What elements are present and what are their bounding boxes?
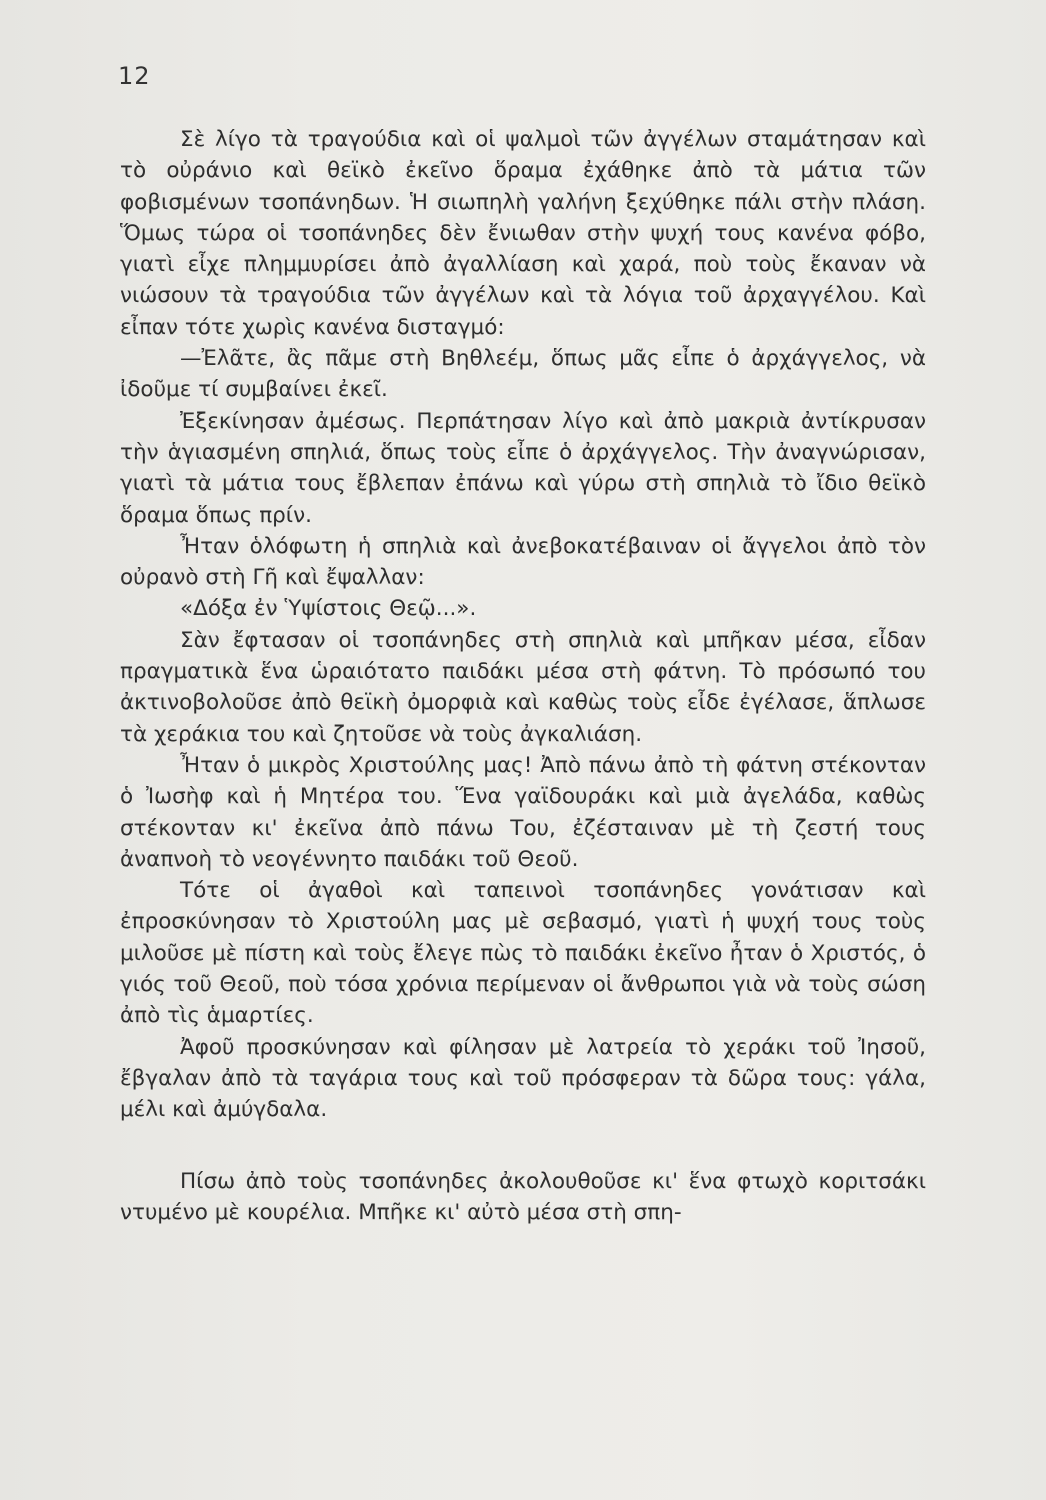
paragraph-3: Ἐξεκίνησαν ἀμέσως. Περπάτησαν λίγο καὶ ἀπὸ μακριὰ ἀντίκρυσαν τὴν ἁγιασμένη σπηλιά, ὅπως τοὺς εἶπε ὁ ἀρχάγγελος. Τὴν ἀναγνώρισαν, γιατὶ τὰ μάτια τους ἔβλεπαν ἐπάνω καὶ γύρω στὴ σπηλιὰ τὸ ἴδιο θεϊκὸ ὅραμα ὅπως πρίν. <box>120 408 926 528</box>
paragraph-6: Σὰν ἔφτασαν οἱ τσοπάνηδες στὴ σπηλιὰ καὶ μπῆκαν μέσα, εἶδαν πραγματικὰ ἕνα ὡραιότατο παιδάκι μέσα στὴ φάτνη. Τὸ πρόσωπό του ἀκτινοβολοῦσε ἀπὸ θεϊκὴ ὀμορφιὰ καὶ καθὼς τοὺς εἶδε ἐγέλασε, ἅπλωσε τὰ χεράκια του καὶ ζητοῦσε νὰ τοὺς ἀγκαλιάση. <box>120 627 926 747</box>
paragraph-8: Τότε οἱ ἀγαθοὶ καὶ ταπεινοὶ τσοπάνηδες γονάτισαν καὶ ἐπροσκύνησαν τὸ Χριστούλη μας μὲ σεβασμό, γιατὶ ἡ ψυχή τους τοὺς μιλοῦσε μὲ πίστη καὶ τοὺς ἔλεγε πὼς τὸ παιδάκι ἐκεῖνο ἦταν ὁ Χριστός, ὁ γιός τοῦ Θεοῦ, ποὺ τόσα χρόνια περίμεναν οἱ ἄνθρωποι γιὰ νὰ τοὺς σώση ἀπὸ τὶς ἁμαρτίες. <box>120 878 926 1029</box>
paragraph-1: Σὲ λίγο τὰ τραγούδια καὶ οἱ ψαλμοὶ τῶν ἀγγέλων σταμάτησαν καὶ τὸ οὐράνιο καὶ θεϊκὸ ἐκεῖνο ὅραμα ἐχάθηκε ἀπὸ τὰ μάτια τῶν φοβισμένων τσοπάνηδων. Ἡ σιωπηλὴ γαλήνη ξεχύθηκε πάλι στὴν πλάση. Ὅμως τώρα οἱ τσοπάνηδες δὲν ἔνιωθαν στὴν ψυχή τους κανένα φόβο, γιατὶ εἶχε πλημμυρίσει ἀπὸ ἀγαλλίαση καὶ χαρά, ποὺ τοὺς ἔκαναν νὰ νιώσουν τὰ τραγούδια τῶν ἀγγέλων καὶ τὰ λόγια τοῦ ἀρχαγγέλου. Καὶ εἶπαν τότε χωρὶς κανένα δισταγμό: <box>120 127 926 340</box>
paragraph-7: Ἦταν ὁ μικρὸς Χριστούλης μας! Ἀπὸ πάνω ἀπὸ τὴ φάτνη στέκονταν ὁ Ἰωσὴφ καὶ ἡ Μητέρα του. Ἕνα γαϊδουράκι καὶ μιὰ ἀγελάδα, καθὼς στέκονταν κι' ἐκεῖνα ἀπὸ πάνω Του, ἐζέσταιναν μὲ τὴ ζεστή τους ἀναπνοὴ τὸ νεογέννητο παιδάκι τοῦ Θεοῦ. <box>120 752 926 872</box>
body-text <box>120 124 926 1228</box>
page-number: 12 <box>118 62 151 90</box>
paragraph-9: Ἀφοῦ προσκύνησαν καὶ φίλησαν μὲ λατρεία τὸ χεράκι τοῦ Ἰησοῦ, ἔβγαλαν ἀπὸ τὰ ταγάρια τους καὶ τοῦ πρόσφεραν τὰ δῶρα τους: γάλα, μέλι καὶ ἀμύγδαλα. <box>120 1034 926 1123</box>
paragraph-4: Ἦταν ὁλόφωτη ἡ σπηλιὰ καὶ ἀνεβοκατέβαιναν οἱ ἄγγελοι ἀπὸ τὸν οὐρανὸ στὴ Γῆ καὶ ἔψαλλαν: <box>120 533 926 591</box>
section-gap <box>120 1126 926 1166</box>
paragraph-2: —Ἐλᾶτε, ἂς πᾶμε στὴ Βηθλεέμ, ὅπως μᾶς εἶπε ὁ ἀρχάγγελος, νὰ ἰδοῦμε τί συμβαίνει ἐκεῖ. <box>120 346 926 403</box>
paragraph-10: Πίσω ἀπὸ τοὺς τσοπάνηδες ἀκολουθοῦσε κι' ἕνα φτωχὸ κοριτσάκι ντυμένο μὲ κουρέλια. Μπῆκε κι' αὐτὸ μέσα στὴ σπη- <box>120 1168 926 1225</box>
paragraph-5: «Δόξα ἐν Ὑψίστοις Θεῷ...». <box>180 596 477 622</box>
